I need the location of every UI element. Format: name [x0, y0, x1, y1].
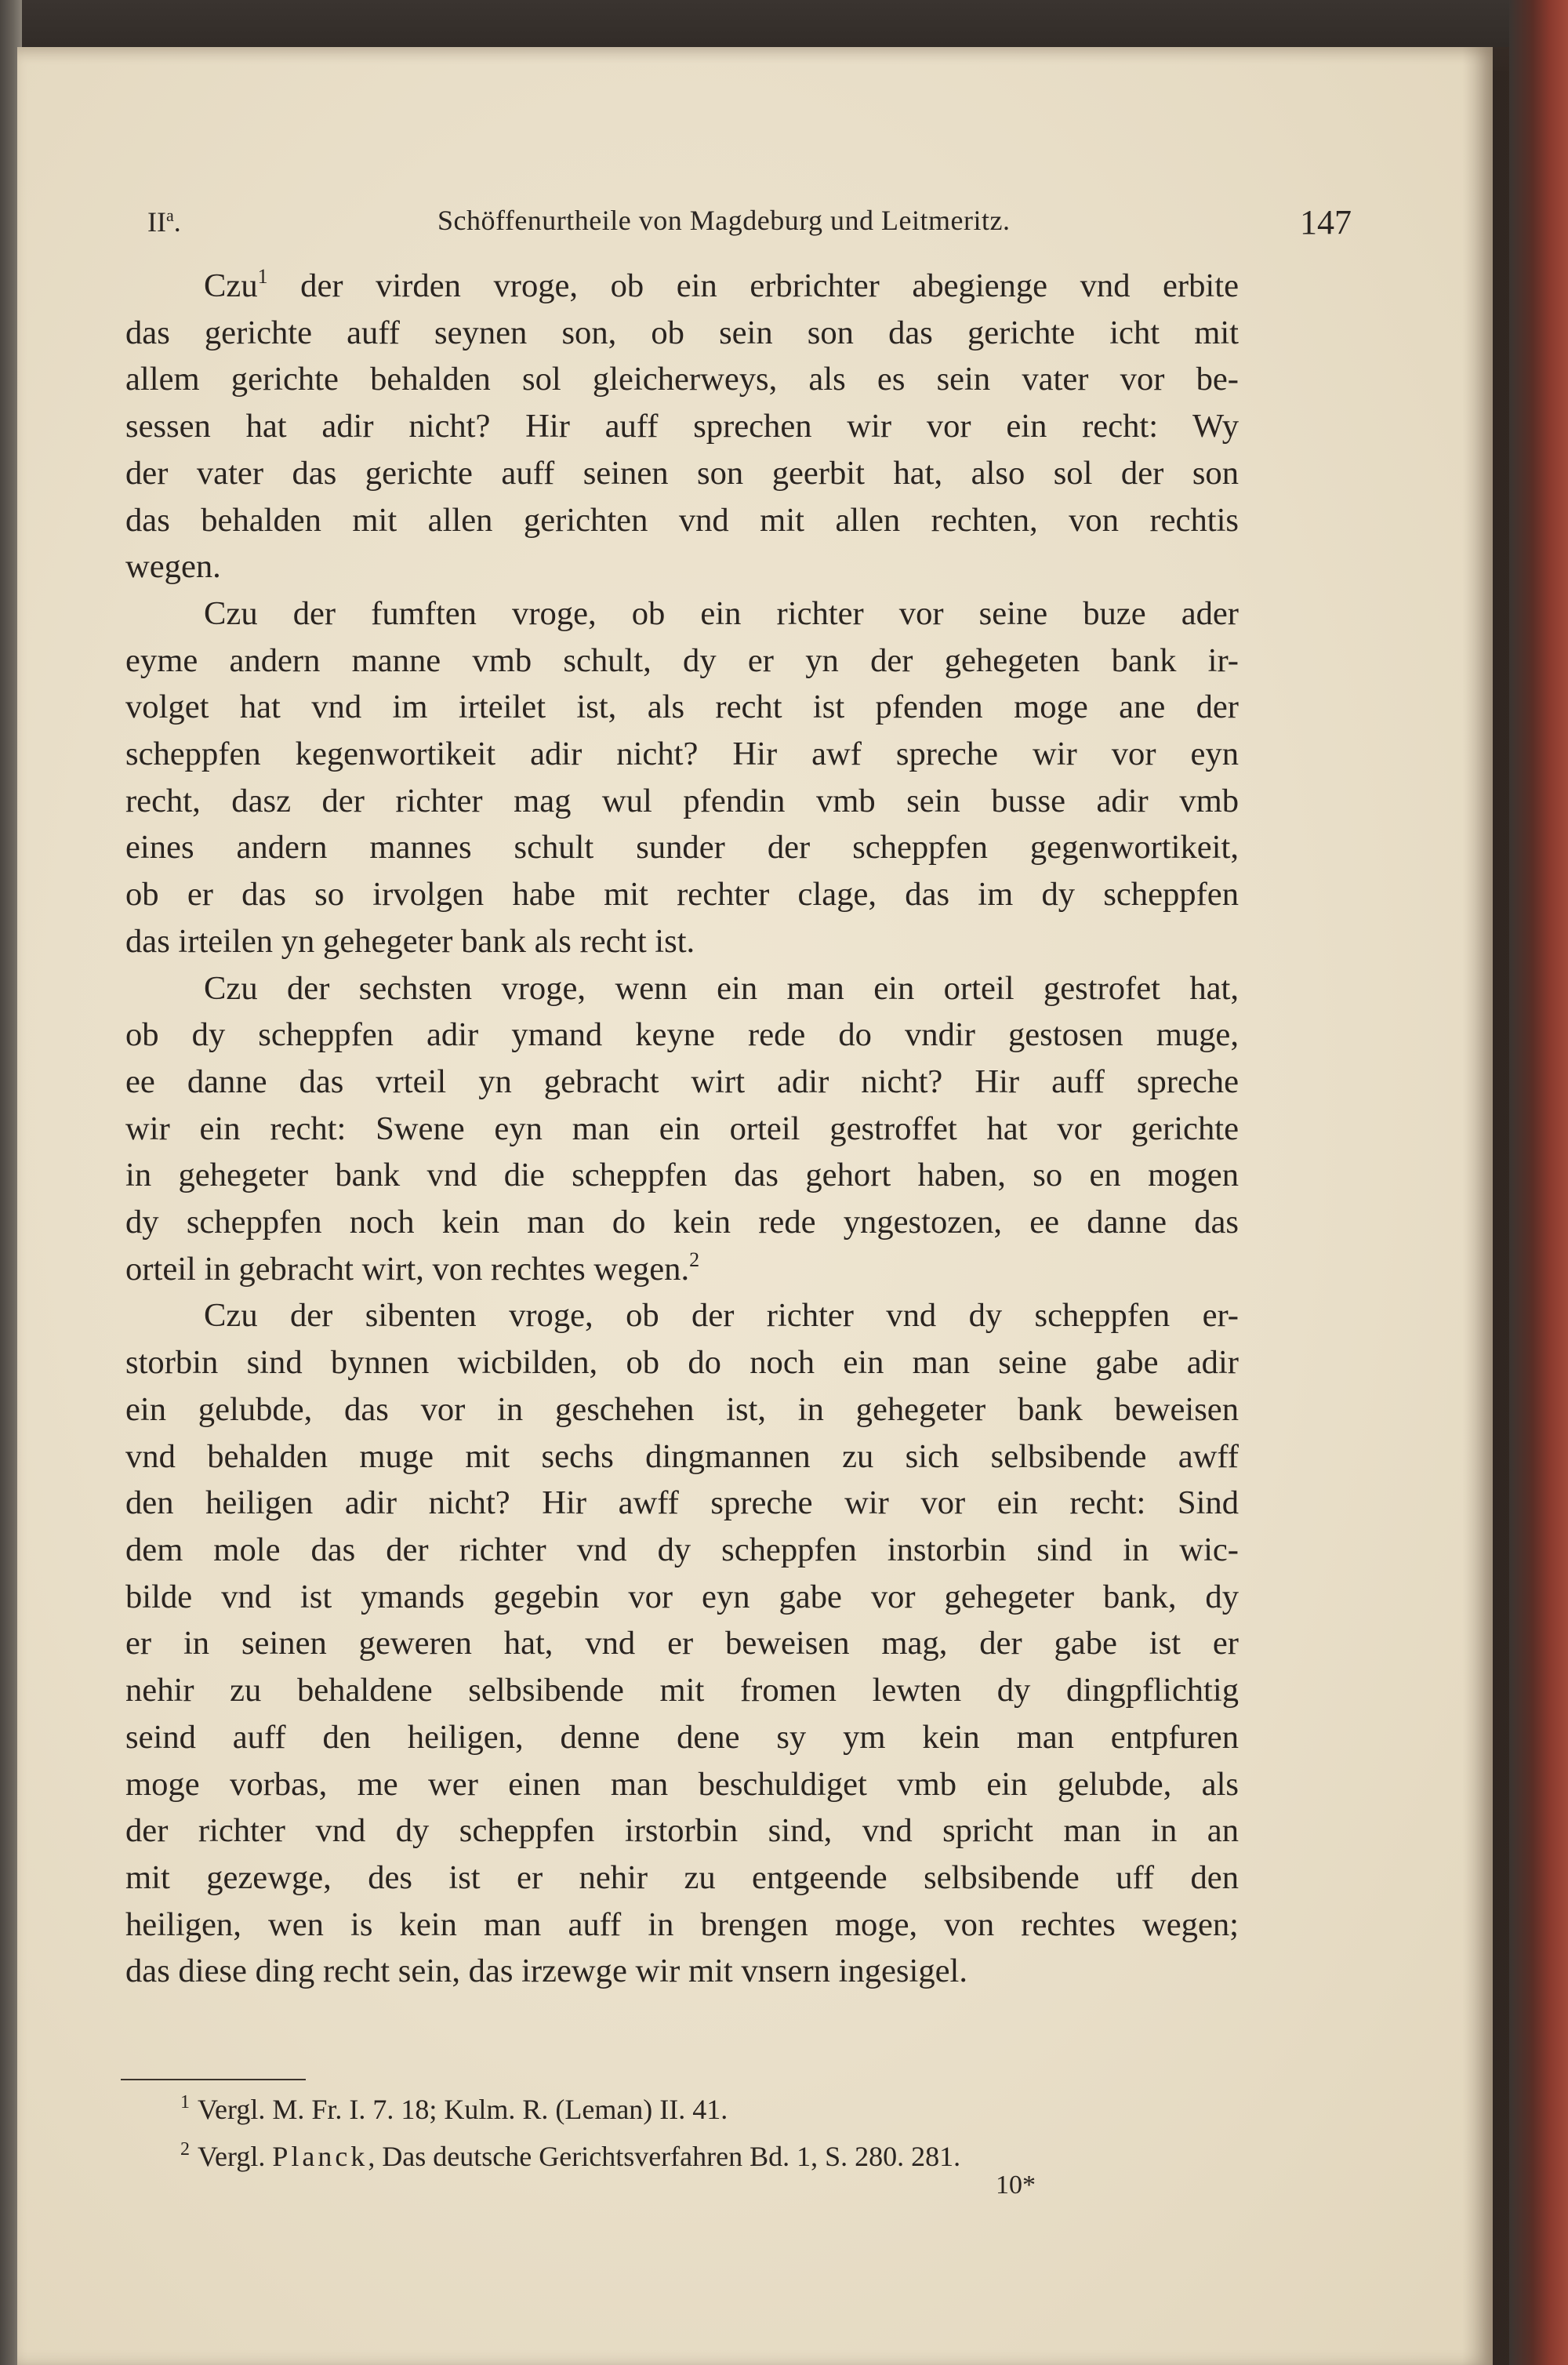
section-label: $II^a$.: [147, 205, 181, 238]
page-header-title: Schöffenurtheile von Magdeburg und Leitmeritz.: [437, 205, 1011, 236]
text-line: bilde vnd ist ymands gegebin vor eyn gabe vor gehegeter bank, dy: [125, 1578, 1239, 1615]
footnote-author: Planck: [272, 2141, 368, 2172]
text-line: moge vorbas, me wer einen man beschuldiget vmb ein gelubde, als: [125, 1765, 1239, 1803]
text-line: mit gezewge, des ist er nehir zu entgeende selbsibende uff den: [125, 1858, 1239, 1896]
text-line: volget hat vnd im irteilet ist, als recht ist pfenden moge ane der: [125, 688, 1239, 726]
footnote-2: $^2$ Vergl. Planck, Das deutsche Gerichtsverfahren Bd. 1, S. 280. 281.: [180, 2138, 961, 2172]
text-line: vnd behalden muge mit sechs dingmannen zu sich selbsibende awff: [125, 1437, 1239, 1475]
page-edge-shadow: [1462, 47, 1509, 2365]
text-line: orteil in gebracht wirt, von rechtes wegen.$^2$: [125, 1248, 700, 1288]
footnote-ref: 1: [257, 265, 268, 289]
footnote-rule: [121, 2079, 306, 2080]
text-line: wegen.: [125, 548, 221, 586]
paragraph-4: [125, 1292, 1239, 1995]
text-line: dy scheppfen noch kein man do kein rede yngestozen, ee danne das: [125, 1204, 1239, 1241]
text-line: dem mole das der richter vnd dy scheppfen instorbin sind in wic-: [125, 1531, 1239, 1568]
text-line: Czu der sechsten vroge, wenn ein man ein orteil gestrofet hat,: [204, 969, 1239, 1007]
footnotes: [180, 2086, 1278, 2180]
footnote-1: $^1$ Vergl. M. Fr. I. 7. 18; Kulm. R. (Leman) II. 41.: [180, 2091, 728, 2125]
text-line: Czu$^1$ der virden vroge, ob ein erbrichter abegienge vnd erbite: [204, 265, 1239, 304]
paragraph-2: [125, 590, 1239, 965]
body-text: [125, 263, 1239, 1995]
text-line: scheppfen kegenwortikeit adir nicht? Hir awf spreche wir vor eyn: [125, 736, 1239, 773]
page-number: 147: [1300, 203, 1352, 242]
book-cover-right-edge: [1509, 0, 1568, 2365]
text-line: in gehegeter bank vnd die scheppfen das gehort haben, so en mogen: [125, 1157, 1239, 1194]
text-line: das behalden mit allen gerichten vnd mit allen rechten, von rechtis: [125, 501, 1239, 539]
text-line: wir ein recht: Swene eyn man ein orteil gestroffet hat vor gerichte: [125, 1110, 1239, 1147]
text-line: das irteilen yn gehegeter bank als recht ist.: [125, 922, 695, 960]
paragraph-3: [125, 965, 1239, 1293]
paragraph-1: [125, 263, 1239, 590]
text-line: das gerichte auff seynen son, ob sein son das gerichte icht mit: [125, 314, 1239, 351]
text-line: der richter vnd dy scheppfen irstorbin sind, vnd spricht man in an: [125, 1812, 1239, 1850]
text-line: ob er das so irvolgen habe mit rechter clage, das im dy scheppfen: [125, 876, 1239, 914]
text-line: er in seinen geweren hat, vnd er beweisen mag, der gabe ist er: [125, 1625, 1239, 1662]
text-line: ein gelubde, das vor in geschehen ist, in gehegeter bank beweisen: [125, 1390, 1239, 1428]
footnote-ref: 2: [689, 1248, 700, 1271]
text-line: recht, dasz der richter mag wul pfendin vmb sein busse adir vmb: [125, 782, 1239, 819]
text-line: eines andern mannes schult sunder der scheppfen gegenwortikeit,: [125, 829, 1239, 866]
text-line: seind auff den heiligen, denne dene sy ym kein man entpfuren: [125, 1718, 1239, 1756]
running-head: [108, 141, 1457, 242]
text-line: der vater das gerichte auff seinen son geerbit hat, also sol der son: [125, 454, 1239, 492]
text-line: Czu der fumften vroge, ob ein richter vor seine buze ader: [204, 594, 1239, 632]
text-line: ee danne das vrteil yn gebracht wirt adir nicht? Hir auff spreche: [125, 1063, 1239, 1100]
text-line: das diese ding recht sein, das irzewge wir mit vnsern ingesigel.: [125, 1953, 968, 1990]
text-line: storbin sind bynnen wicbilden, ob do noch ein man seine gabe adir: [125, 1344, 1239, 1382]
text-line: den heiligen adir nicht? Hir awff spreche wir vor ein recht: Sind: [125, 1484, 1239, 1522]
text-line: heiligen, wen is kein man auff in brengen moge, von rechtes wegen;: [125, 1905, 1239, 1943]
text-line: Czu der sibenten vroge, ob der richter vnd dy scheppfen er-: [204, 1297, 1239, 1335]
signature-mark: 10*: [996, 2171, 1036, 2200]
text-line: ob dy scheppfen adir ymand keyne rede do vndir gestosen muge,: [125, 1016, 1239, 1054]
text-line: allem gerichte behalden sol gleicherweys, als es sein vater vor be-: [125, 361, 1239, 398]
text-line: nehir zu behaldene selbsibende mit fromen lewten dy dingpflichtig: [125, 1672, 1239, 1709]
text-line: sessen hat adir nicht? Hir auff sprechen wir vor ein recht: Wy: [125, 408, 1239, 445]
text-line: eyme andern manne vmb schult, dy er yn der gehegeten bank ir-: [125, 641, 1239, 679]
